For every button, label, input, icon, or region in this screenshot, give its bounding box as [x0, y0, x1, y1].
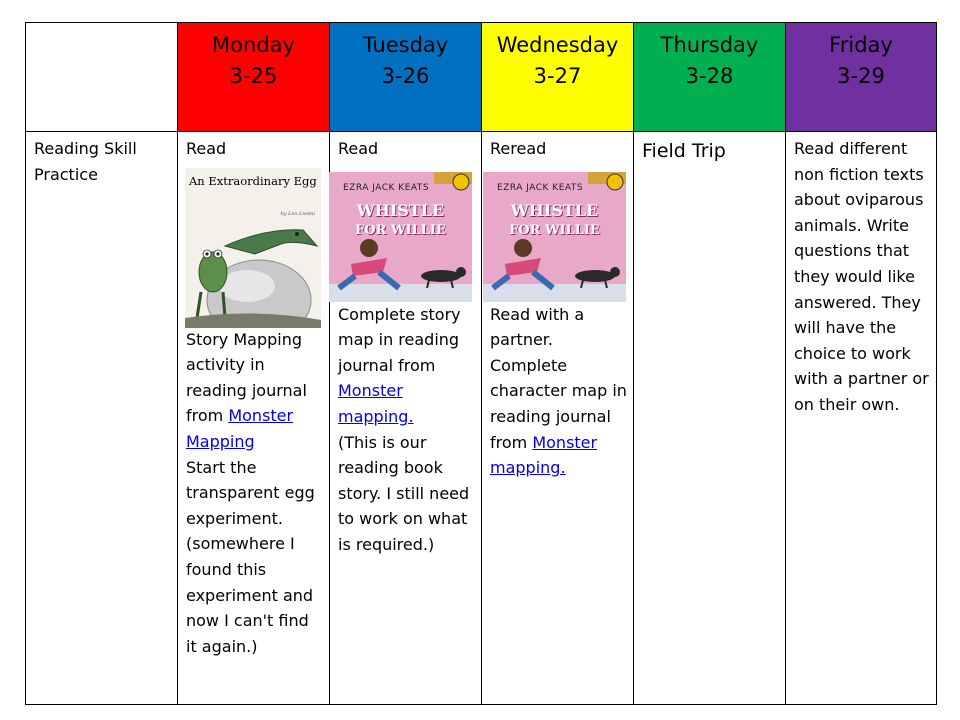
tuesday-activity: Complete story map in reading journal from Monster mapping. (This is our reading book story. I still need to work on what is required.): [338, 304, 470, 554]
book-author-text: by Leo Lionni: [280, 210, 315, 217]
boy-and-dog-illustration: [483, 172, 626, 302]
day-date-tuesday: 3-26: [381, 64, 430, 88]
row-label-cell: [26, 132, 177, 704]
day-date-monday: 3-25: [229, 64, 278, 88]
book-cover-whistle-for-willie: [329, 172, 472, 302]
book-cover-extraordinary-egg: [185, 168, 321, 328]
tuesday-heading: Read: [338, 139, 379, 158]
wednesday-activity: Read with a partner. Complete character map in reading journal from Monster mapping.: [490, 304, 627, 478]
tuesday-cell: [330, 132, 481, 704]
book-title-line2: FOR WILLIE: [355, 222, 446, 238]
boy-and-dog-illustration: [329, 172, 472, 302]
day-name-friday: Friday: [829, 33, 893, 57]
friday-cell: [786, 132, 936, 704]
monster-mapping-link[interactable]: Monster mapping.: [490, 432, 598, 478]
header-monday: [178, 23, 329, 131]
day-date-friday: 3-29: [837, 64, 885, 88]
book-title-text: An Extraordinary Egg: [189, 173, 317, 188]
day-date-thursday: 3-28: [685, 64, 734, 88]
egg-illustration: [185, 168, 321, 328]
monster-mapping-link[interactable]: Monster mapping.: [338, 381, 414, 426]
day-date-wednesday: 3-27: [533, 64, 582, 88]
book-title-line1: WHISTLE: [356, 200, 445, 220]
thursday-cell: [634, 132, 785, 704]
book-title-line2: FOR WILLIE: [509, 222, 600, 238]
wednesday-cell: [482, 132, 633, 704]
day-name-tuesday: Tuesday: [362, 33, 449, 57]
monday-heading: Read: [186, 139, 227, 158]
monster-mapping-link[interactable]: Monster Mapping: [186, 406, 294, 451]
monday-activity: Story Mapping activity in reading journal from Monster Mapping Start the transparent egg experiment. (somewhere I found this experiment and now I can't find it again.): [186, 329, 315, 656]
day-name-thursday: Thursday: [660, 33, 759, 57]
book-author-text: EZRA JACK KEATS: [343, 182, 430, 193]
day-name-monday: Monday: [212, 33, 295, 57]
book-author-text: EZRA JACK KEATS: [497, 182, 584, 193]
wednesday-heading: Reread: [490, 139, 547, 158]
monday-cell: [178, 132, 329, 704]
book-cover-whistle-for-willie: [483, 172, 626, 302]
day-name-wednesday: Wednesday: [496, 33, 619, 57]
header-wednesday: [482, 23, 633, 131]
header-thursday: [634, 23, 785, 131]
row-label: Reading Skill Practice: [34, 139, 137, 184]
book-title-line1: WHISTLE: [510, 200, 599, 220]
weekly-plan-table: [25, 22, 937, 705]
friday-activity: Read different non fiction texts about oviparous animals. Write questions that they would like answered. They will have the choice to work with a partner or on their own.: [794, 139, 929, 414]
header-friday: [786, 23, 936, 131]
header-tuesday: [330, 23, 481, 131]
header-blank-cell: [26, 23, 177, 131]
thursday-activity: Field Trip: [642, 140, 726, 162]
